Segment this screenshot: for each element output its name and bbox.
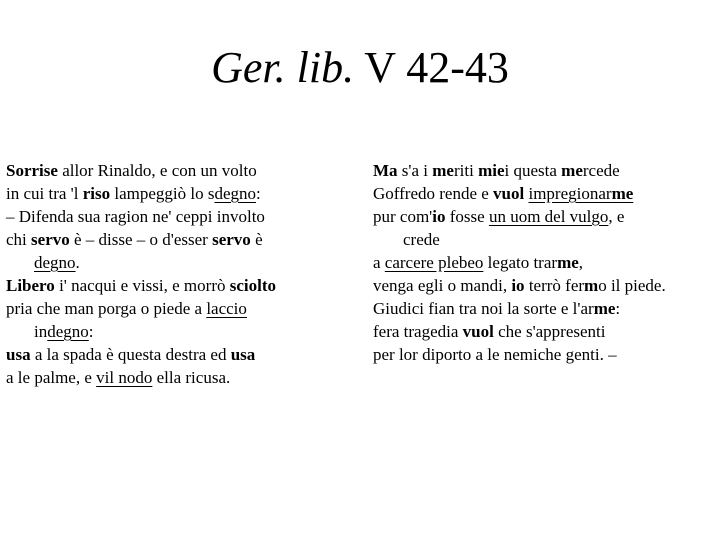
verse-text: fosse: [445, 207, 489, 226]
verse-text: riti: [453, 161, 479, 180]
verse-text: ella ricusa.: [152, 368, 231, 387]
verse-text: a le palme, e: [6, 368, 97, 387]
verse-text: terrò fer: [524, 276, 585, 295]
bold-text: riso: [82, 184, 111, 203]
title-reference: V 42-43: [354, 43, 509, 92]
verse-text: venga egli o mandi,: [373, 276, 512, 295]
underlined-text: degno: [214, 184, 257, 203]
verse-text: è: [250, 230, 263, 249]
verse-text: i questa: [504, 161, 562, 180]
underlined-text: carcere plebeo: [384, 253, 484, 272]
verse-text: a: [373, 253, 385, 272]
page-title: [0, 42, 720, 94]
bold-text: Ma: [373, 161, 398, 180]
verse-line: [6, 252, 346, 274]
bold-text: servo: [31, 230, 70, 249]
verse-text: a la spada è questa destra ed: [30, 345, 231, 364]
right-stanza: [373, 160, 718, 367]
verse-line: [373, 252, 718, 274]
bold-text: usa: [6, 345, 31, 364]
verse-text: :: [256, 184, 261, 203]
verse-text: allor Rinaldo, e con un volto: [57, 161, 257, 180]
verse-line: [373, 160, 718, 182]
verse-line: [6, 344, 346, 366]
verse-text: Goffredo rende e: [373, 184, 494, 203]
bold-text: me: [593, 299, 616, 318]
bold-text: io: [432, 207, 446, 226]
underlined-text: degno: [34, 253, 76, 272]
verse-text: .: [75, 253, 80, 272]
verse-line: [6, 298, 346, 320]
verse-text: lampeggiò lo s: [110, 184, 215, 203]
bold-text: io: [511, 276, 525, 295]
verse-line: [373, 275, 718, 297]
bold-text: me: [561, 161, 583, 180]
verse-text: rcede: [582, 161, 620, 180]
verse-text: in: [34, 322, 48, 341]
verse-text: :: [88, 322, 94, 341]
verse-line: [6, 367, 346, 389]
verse-line: [6, 206, 346, 228]
bold-text: servo: [212, 230, 251, 249]
verse-text: crede: [403, 230, 440, 249]
verse-text: Giudici fian tra noi la sorte e l'ar: [373, 299, 594, 318]
verse-line: [373, 183, 718, 205]
verse-text: pur com': [373, 207, 433, 226]
underlined-text: impregionar: [528, 184, 612, 203]
verse-line: [373, 206, 718, 228]
verse-line: [6, 183, 346, 205]
verse-line: [6, 229, 346, 251]
verse-text: pria che man porga o piede a: [6, 299, 207, 318]
verse-text: :: [615, 299, 621, 318]
verse-line: [373, 344, 718, 366]
underlined-text: un uom del vulgo: [488, 207, 609, 226]
verse-text: che s'appresenti: [493, 322, 606, 341]
verse-text: fera tragedia: [373, 322, 463, 341]
verse-text: per lor diporto a le nemiche genti. –: [373, 345, 617, 364]
left-stanza: [6, 160, 346, 390]
bold-text: vuol: [493, 184, 525, 203]
verse-text: s'a i: [397, 161, 433, 180]
bold-text: me: [432, 161, 454, 180]
bold-text: mie: [478, 161, 505, 180]
verse-text: – Difenda sua ragion ne' ceppi involto: [6, 207, 265, 226]
verse-line: [6, 321, 346, 343]
verse-text: in cui tra 'l: [6, 184, 83, 203]
verse-text: è – disse – o d'esser: [69, 230, 213, 249]
bold-text: m: [584, 276, 599, 295]
verse-text: ,: [578, 253, 584, 272]
verse-line: [373, 298, 718, 320]
underlined-text: laccio: [206, 299, 247, 318]
bold-text: usa: [230, 345, 256, 364]
verse-text: , e: [608, 207, 625, 226]
bold-text: Sorrise: [6, 161, 58, 180]
verse-line: [6, 160, 346, 182]
bold-text: Libero: [6, 276, 55, 295]
verse-line: [373, 321, 718, 343]
verse-line: [373, 229, 718, 251]
underlined-text: me: [611, 184, 634, 203]
verse-text: legato trar: [483, 253, 558, 272]
verse-text: i' nacqui e vissi, e morrò: [54, 276, 230, 295]
verse-text: o il piede.: [598, 276, 666, 295]
verse-line: [6, 275, 346, 297]
title-work: Ger. lib.: [211, 43, 355, 92]
bold-text: me: [557, 253, 579, 272]
underlined-text: vil nodo: [96, 368, 153, 387]
verse-text: chi: [6, 230, 32, 249]
underlined-text: degno: [47, 322, 89, 341]
bold-text: sciolto: [229, 276, 277, 295]
bold-text: vuol: [462, 322, 494, 341]
